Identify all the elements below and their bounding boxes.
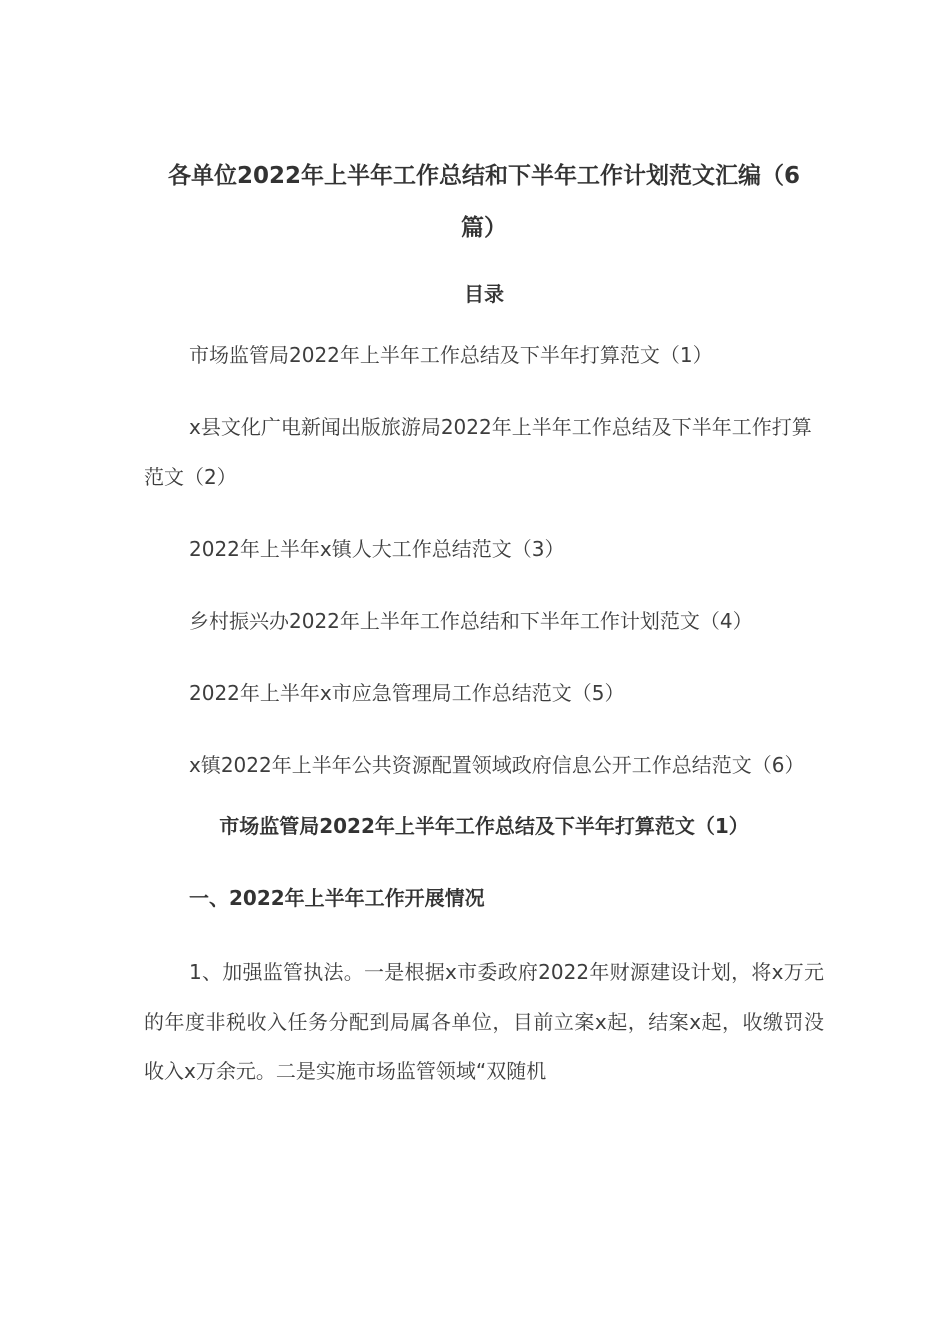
toc-item-4: 乡村振兴办2022年上半年工作总结和下半年工作计划范文（4） xyxy=(189,609,753,633)
toc-item-2: x县文化广电新闻出版旅游局2022年上半年工作总结及下半年工作打算范文（2） xyxy=(144,415,812,489)
toc-item-5: 2022年上半年x市应急管理局工作总结范文（5） xyxy=(189,681,625,705)
table-of-contents xyxy=(144,330,824,790)
body-paragraph: 1、加强监管执法。一是根据x市委政府2022年财源建设计划，将x万元的年度非税收入任务分配到局属各单位，目前立案x起，结案x起，收缴罚没收入x万余元。二是实施市场监管领域“双随机 xyxy=(144,960,824,1083)
toc-item-3: 2022年上半年x镇人大工作总结范文（3） xyxy=(189,537,565,561)
toc-item-1: 市场监管局2022年上半年工作总结及下半年打算范文（1） xyxy=(189,343,713,367)
document-title: 各单位2022年上半年工作总结和下半年工作计划范文汇编（6篇） xyxy=(167,163,801,241)
document-body xyxy=(144,150,824,1097)
toc-heading: 目录 xyxy=(464,282,504,306)
section-title: 市场监管局2022年上半年工作总结及下半年打算范文（1） xyxy=(219,814,749,838)
subsection-title: 一、2022年上半年工作开展情况 xyxy=(189,886,485,910)
toc-item-6: x镇2022年上半年公共资源配置领域政府信息公开工作总结范文（6） xyxy=(189,753,805,777)
